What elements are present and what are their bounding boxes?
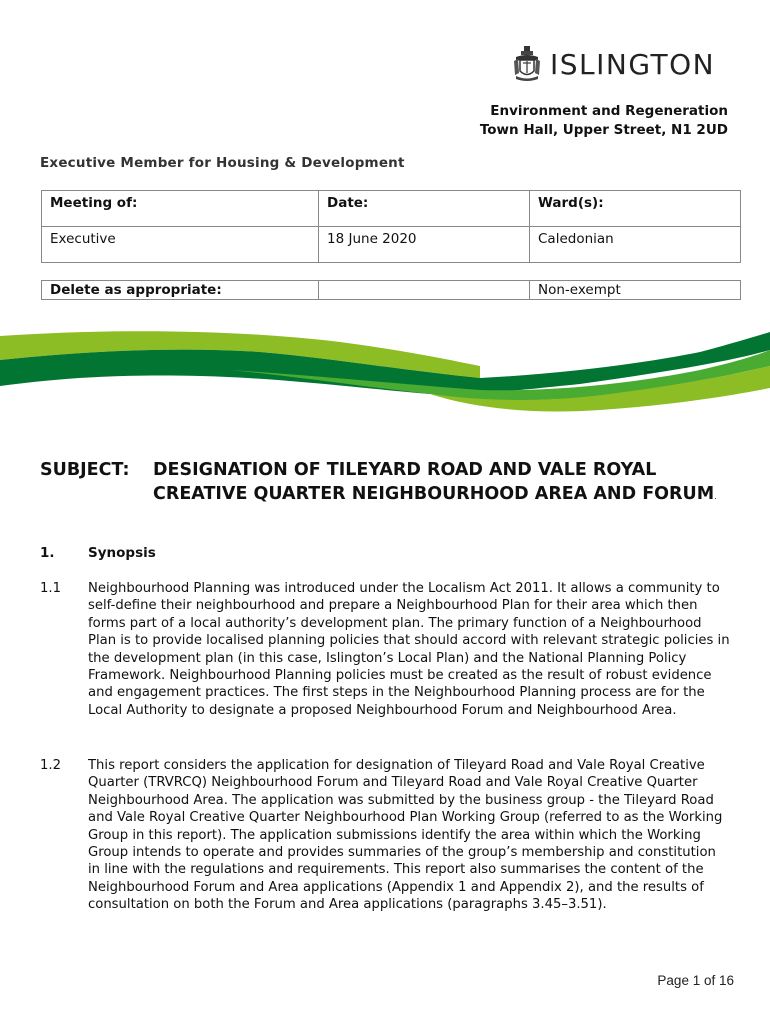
meeting-details-table	[41, 190, 741, 263]
islington-logo	[512, 44, 715, 84]
section-number: 1.	[40, 545, 55, 561]
exemption-status: Non-exempt	[530, 281, 741, 300]
date-value: 18 June 2020	[319, 227, 530, 263]
paragraph-number: 1.2	[40, 758, 61, 773]
paragraph-text: Neighbourhood Planning was introduced under the Localism Act 2011. It allows a community to self-define their neighbourhood and prepare a Neighbourhood Plan for their area which then forms part of a local authority’s development plan. The primary function of a Neighbourhood Plan is to provide localised planning policies that should accord with relevant strategic policies in the development plan (in this case, Islington’s Local Plan) and the National Planning Policy Framework. Neighbourhood Planning policies must be created as the result of robust evidence and engagement practices. The first steps in the Neighbourhood Planning process are for the Local Authority to designate a proposed Neighbourhood Forum and Neighbourhood Area.	[88, 581, 730, 718]
logo-text: ISLINGTON	[550, 47, 716, 81]
delete-label: Delete as appropriate:	[42, 281, 319, 300]
meeting-of-header: Meeting of:	[42, 191, 319, 227]
paragraph-text: This report considers the application for designation of Tileyard Road and Vale Royal Creative Quarter (TRVRCQ) Neighbourhood Forum and Tileyard Road and Vale Royal Creative Quarter Neighbourhood Area. The application was submitted by the business group - the Tileyard Road and Vale Royal Creative Quarter Neighbourhood Plan Working Group (referred to as the Working Group in this report). The application submissions identify the area within which the Working Group intends to operate and provides summaries of the group’s membership and constitution in line with the regulations and requirements. This report also summarises the content of the Neighbourhood Forum and Area applications (Appendix 1 and Appendix 2), and the results of consultation on both the Forum and Area applications (paragraphs 3.45–3.51).	[88, 758, 723, 913]
subject-text	[153, 458, 733, 509]
paragraph-number: 1.1	[40, 581, 61, 596]
date-header: Date:	[319, 191, 530, 227]
page-number: Page 1 of 16	[657, 973, 734, 988]
wards-value: Caledonian	[530, 227, 741, 263]
wards-header: Ward(s):	[530, 191, 741, 227]
department-address	[480, 102, 728, 140]
table-row	[42, 227, 741, 263]
section-title: Synopsis	[88, 545, 156, 561]
department-name: Environment and Regeneration	[490, 103, 728, 119]
table-header-row	[42, 191, 741, 227]
subject-label: SUBJECT:	[40, 460, 130, 480]
delete-as-appropriate-table	[41, 280, 741, 300]
meeting-of-value: Executive	[42, 227, 319, 263]
coat-of-arms-icon	[512, 45, 542, 83]
subject-title: DESIGNATION OF TILEYARD ROAD AND VALE ROYAL CREATIVE QUARTER NEIGHBOURHOOD AREA AND FORUM	[153, 460, 715, 504]
delete-empty-cell	[319, 281, 530, 300]
executive-member: Executive Member for Housing & Development	[40, 155, 405, 171]
street-address: Town Hall, Upper Street, N1 2UD	[479, 122, 728, 138]
green-wave-banner	[0, 330, 770, 420]
subject-trailing-period: .	[714, 492, 717, 501]
table-row	[42, 281, 741, 300]
